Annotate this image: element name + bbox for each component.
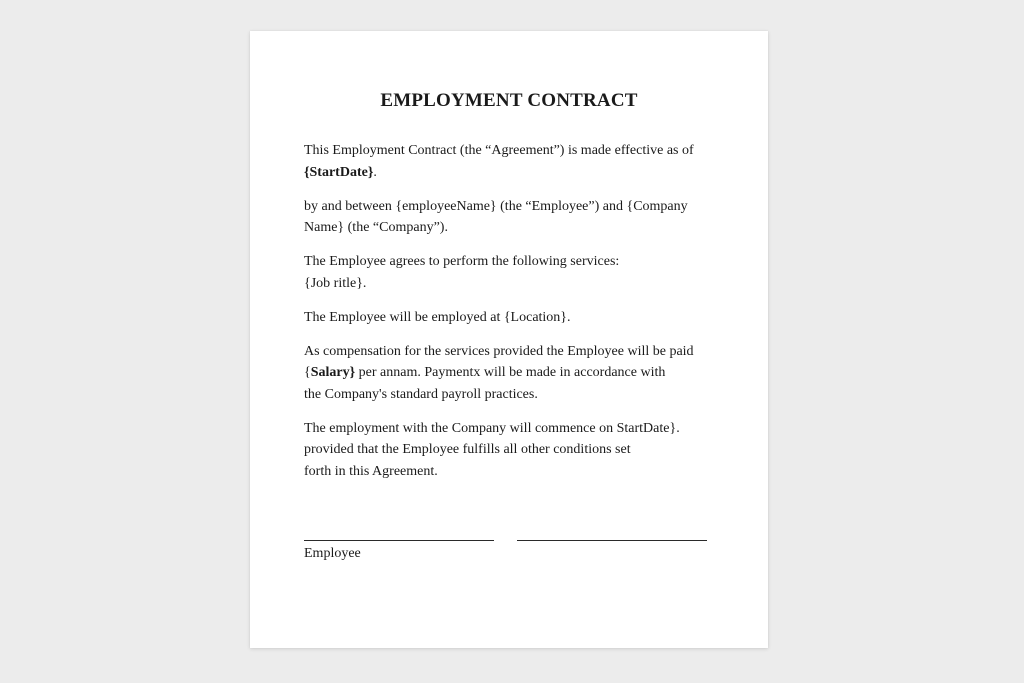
text-segment: {Job ritle}. xyxy=(304,275,367,291)
text-segment: This Employment Contract (the “Agreement”) is made effective as of xyxy=(304,143,694,158)
text-segment: by and between {employeeName} (the “Employee”) and {Company xyxy=(304,198,688,214)
paragraph-line xyxy=(304,362,724,384)
contract-paragraph xyxy=(304,418,724,483)
contract-paragraph xyxy=(304,140,724,183)
placeholder-field: Salary} xyxy=(310,365,356,380)
company-signature-line xyxy=(517,540,707,541)
paragraph-line xyxy=(304,341,724,363)
text-segment: forth in this Agreement. xyxy=(304,463,438,479)
text-segment: provided that the Employee fulfills all other conditions set xyxy=(304,442,631,457)
paragraph-line xyxy=(304,384,724,406)
text-segment: { xyxy=(304,365,311,380)
paragraph-line xyxy=(304,307,724,329)
contract-paragraph xyxy=(304,196,724,239)
text-segment: The Employee will be employed at {Location}. xyxy=(304,309,571,325)
text-segment: the Company's standard payroll practices. xyxy=(304,386,538,402)
text-segment: The employment with the Company will commence on StartDate}. xyxy=(304,420,680,436)
document-title: EMPLOYMENT CONTRACT xyxy=(380,90,638,111)
employee-signature-line xyxy=(304,540,494,541)
contract-paragraph xyxy=(304,307,724,329)
paragraph-line xyxy=(304,273,724,295)
text-segment: The Employee agrees to perform the following services: xyxy=(304,254,620,269)
paragraph-line xyxy=(304,140,724,162)
employee-signature-label: Employee xyxy=(304,546,361,561)
paragraph-line xyxy=(304,162,724,184)
paragraph-line xyxy=(304,217,724,239)
contract-page xyxy=(250,31,768,648)
paragraph-line xyxy=(304,251,724,273)
text-segment: per annam. Paymentx will be made in accordance with xyxy=(355,365,666,380)
contract-body xyxy=(304,140,724,495)
contract-paragraph xyxy=(304,251,724,294)
text-segment: . xyxy=(373,164,377,180)
text-segment: As compensation for the services provided the Employee will be paid xyxy=(304,343,694,359)
placeholder-field: {StartDate} xyxy=(304,164,374,180)
paragraph-line xyxy=(304,461,724,483)
paragraph-line xyxy=(304,418,724,440)
paragraph-line xyxy=(304,196,724,218)
paragraph-line xyxy=(304,439,724,461)
text-segment: Name} (the “Company”). xyxy=(304,220,448,235)
contract-paragraph xyxy=(304,341,724,406)
